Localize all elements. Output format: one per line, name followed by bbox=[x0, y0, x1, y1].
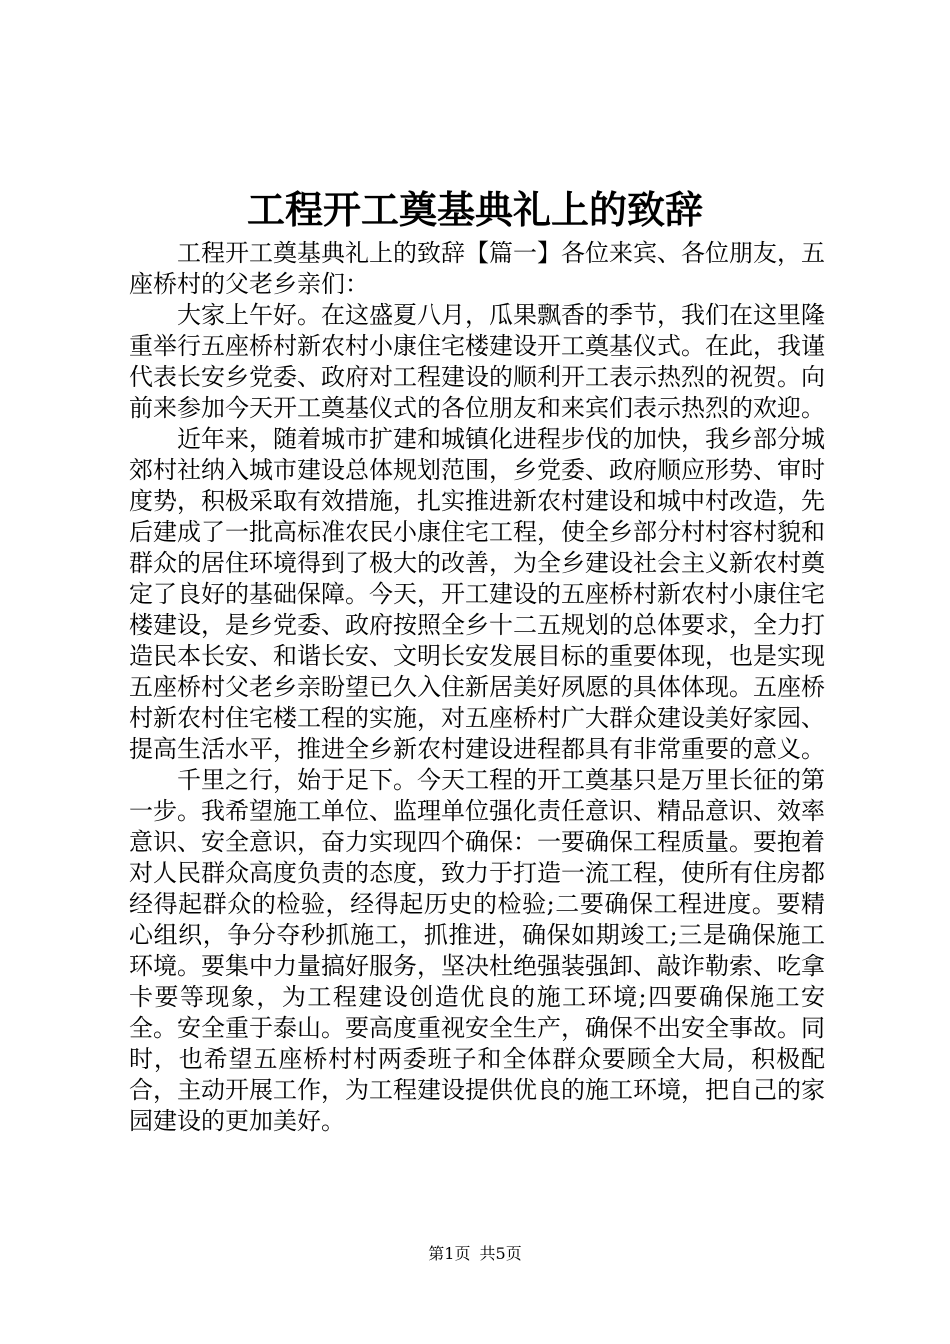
page-total: 共5页 bbox=[479, 1244, 522, 1263]
page-number: 第1页 bbox=[428, 1244, 471, 1263]
paragraph-3: 近年来，随着城市扩建和城镇化进程步伐的加快，我乡部分城郊村社纳入城市建设总体规划范围，乡党委、政府顺应形势、审时度势，积极采取有效措施，扎实推进新农村建设和城中村改造，先后建成了一批高标准农民小康住宅工程，使全乡部分村村容村貌和群众的居住环境得到了极大的改善，为全乡建设社会主义新农村奠定了良好的基础保障。今天，开工建设的五座桥村新农村小康住宅楼建设，是乡党委、政府按照全乡十二五规划的总体要求，全力打造民本长安、和谐长安、文明长安发展目标的重要体现，也是实现五座桥村父老乡亲盼望已久入住新居美好夙愿的具体体现。五座桥村新农村住宅楼工程的实施，对五座桥村广大群众建设美好家园、提高生活水平，推进全乡新农村建设进程都具有非常重要的意义。 bbox=[129, 425, 825, 763]
paragraph-1: 工程开工奠基典礼上的致辞【篇一】各位来宾、各位朋友，五座桥村的父老乡亲们： bbox=[129, 239, 825, 298]
page-footer bbox=[0, 1243, 950, 1265]
paragraph-2: 大家上午好。在这盛夏八月，瓜果飘香的季节，我们在这里隆重举行五座桥村新农村小康住宅楼建设开工奠基仪式。在此，我谨代表长安乡党委、政府对工程建设的顺利开工表示热烈的祝贺。向前来参加今天开工奠基仪式的各位朋友和来宾们表示热烈的欢迎。 bbox=[129, 301, 825, 422]
document-title: 工程开工奠基典礼上的致辞 bbox=[246, 187, 703, 232]
paragraph-4: 千里之行，始于足下。今天工程的开工奠基只是万里长征的第一步。我希望施工单位、监理单位强化责任意识、精品意识、效率意识、安全意识，奋力实现四个确保：一要确保工程质量。要抱着对人民群众高度负责的态度，致力于打造一流工程，使所有住房都经得起群众的检验，经得起历史的检验;二要确保工程进度。要精心组织，争分夺秒抓施工，抓推进，确保如期竣工;三是确保施工环境。要集中力量搞好服务，坚决杜绝强装强卸、敲诈勒索、吃拿卡要等现象，为工程建设创造优良的施工环境;四要确保施工安全。安全重于泰山。要高度重视安全生产，确保不出安全事故。同时，也希望五座桥村村两委班子和全体群众要顾全大局，积极配合，主动开展工作，为工程建设提供优良的施工环境，把自己的家园建设的更加美好。 bbox=[129, 766, 825, 1135]
document-body bbox=[129, 238, 825, 1137]
